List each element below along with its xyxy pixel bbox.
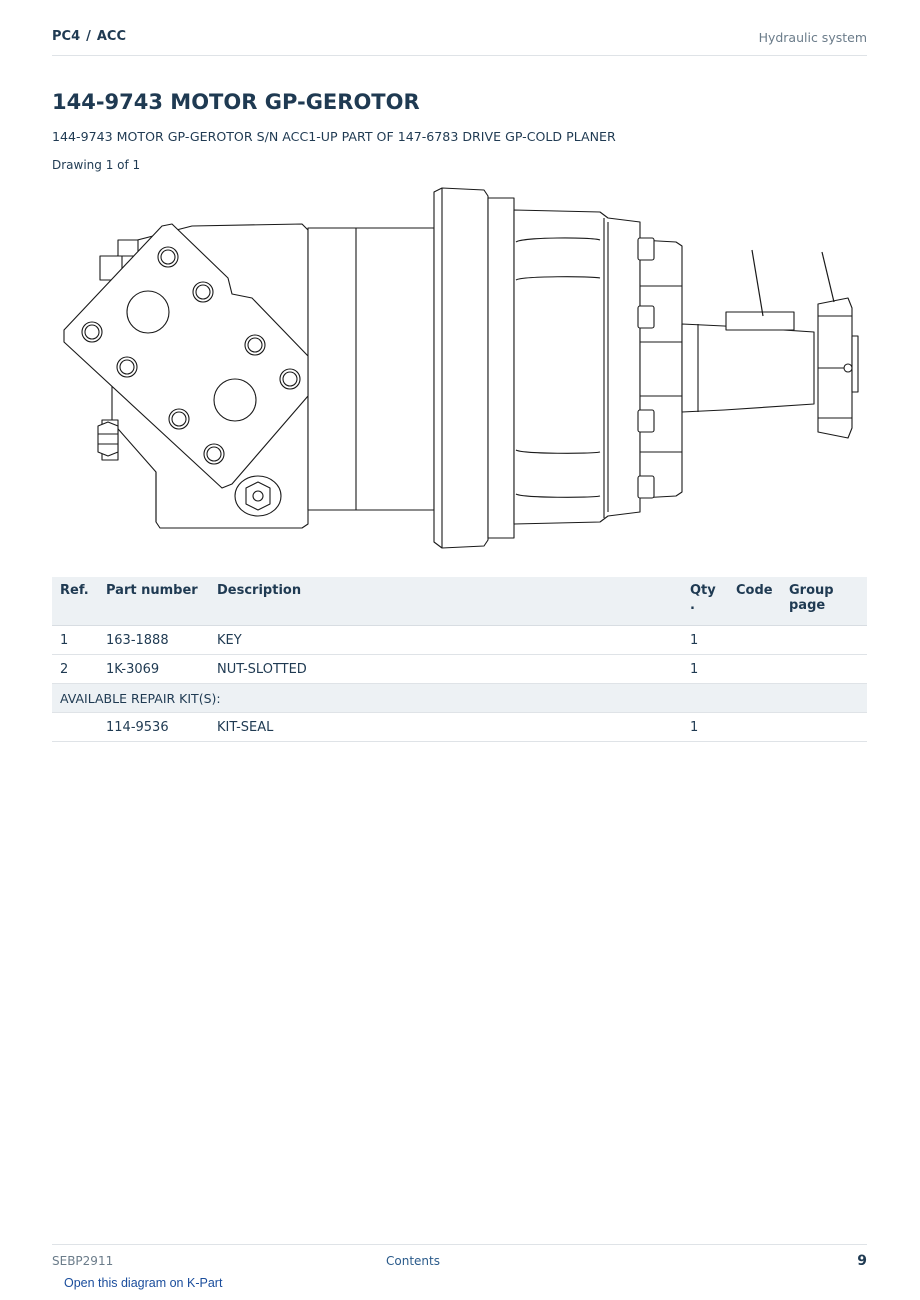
column-header-group-page: Group page <box>781 577 867 626</box>
cell-description: KEY <box>209 626 682 655</box>
cell-code <box>728 655 781 684</box>
breadcrumb-item-model: PC4 <box>52 29 81 44</box>
column-header-ref: Ref. <box>52 577 98 626</box>
cell-description: NUT-SLOTTED <box>209 655 682 684</box>
cell-group-page <box>781 626 867 655</box>
repair-kit-heading-row <box>52 684 867 713</box>
table-header-row <box>52 577 867 626</box>
drawing-counter: Drawing 1 of 1 <box>52 158 141 172</box>
cell-part-number: 114-9536 <box>98 713 209 742</box>
column-header-qty: Qty . <box>682 577 728 626</box>
column-header-description: Description <box>209 577 682 626</box>
table-row <box>52 655 867 684</box>
column-header-code: Code <box>728 577 781 626</box>
open-in-kpart-link[interactable]: Open this diagram on K-Part <box>64 1276 223 1290</box>
cell-part-number: 163-1888 <box>98 626 209 655</box>
cell-qty: 1 <box>682 626 728 655</box>
parts-table <box>52 577 867 742</box>
table-row <box>52 713 867 742</box>
cell-group-page <box>781 713 867 742</box>
cell-group-page <box>781 655 867 684</box>
cell-part-number: 1K-3069 <box>98 655 209 684</box>
breadcrumb <box>52 29 126 44</box>
page-subtitle: 144-9743 MOTOR GP-GEROTOR S/N ACC1-UP PART OF 147-6783 DRIVE GP-COLD PLANER <box>52 129 616 144</box>
column-header-part-number: Part number <box>98 577 209 626</box>
page-header <box>52 28 867 56</box>
contents-link[interactable]: Contents <box>386 1254 440 1268</box>
cell-code <box>728 713 781 742</box>
cell-qty: 1 <box>682 713 728 742</box>
repair-kit-heading: AVAILABLE REPAIR KIT(S): <box>52 684 867 713</box>
page-footer <box>52 1244 867 1275</box>
section-title: Hydraulic system <box>758 30 867 45</box>
breadcrumb-separator: / <box>86 29 91 44</box>
cell-ref: 2 <box>52 655 98 684</box>
document-id: SEBP2911 <box>52 1254 114 1268</box>
table-row <box>52 626 867 655</box>
page-title: 144-9743 MOTOR GP-GEROTOR <box>52 90 420 114</box>
cell-qty: 1 <box>682 655 728 684</box>
cell-ref: 1 <box>52 626 98 655</box>
parts-drawing <box>52 182 867 554</box>
page-number: 9 <box>857 1253 867 1269</box>
breadcrumb-item-prefix: ACC <box>96 29 127 44</box>
cell-ref <box>52 713 98 742</box>
cell-code <box>728 626 781 655</box>
cell-description: KIT-SEAL <box>209 713 682 742</box>
